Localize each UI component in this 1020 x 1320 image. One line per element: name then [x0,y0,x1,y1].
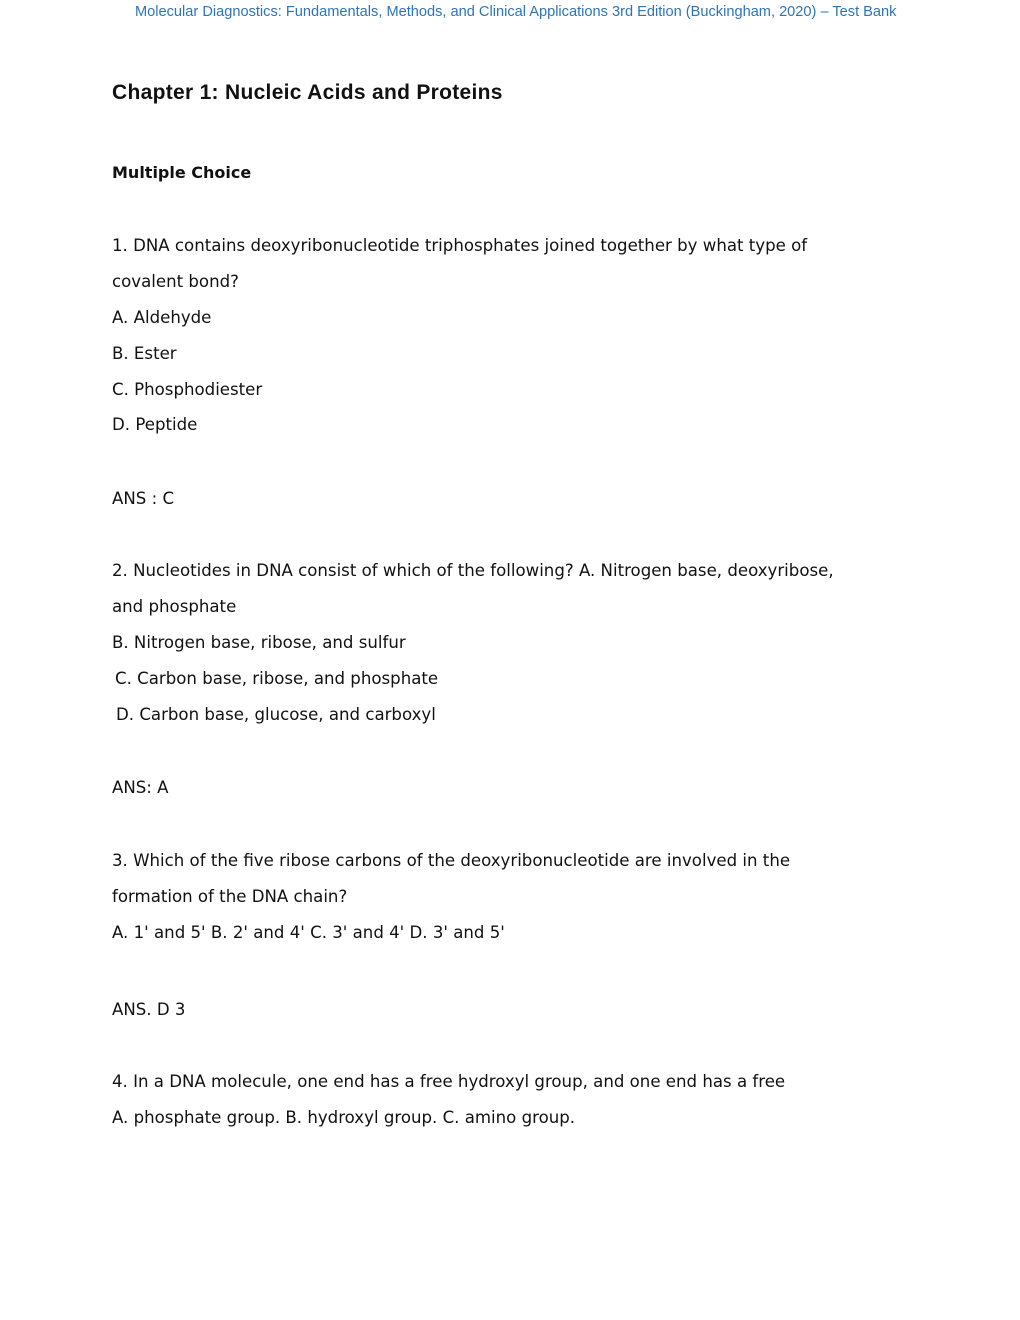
question-1-stem-line-2: covalent bond? [112,272,239,291]
question-2-option-d: D. Carbon base, glucose, and carboxyl [116,705,436,724]
question-2-option-b: B. Nitrogen base, ribose, and sulfur [112,633,406,652]
question-2-option-c: C. Carbon base, ribose, and phosphate [115,669,439,688]
question-3-answer: ANS. D 3 [112,1000,186,1019]
question-2-answer: ANS: A [112,778,169,797]
running-header: Molecular Diagnostics: Fundamentals, Methods, and Clinical Applications 3rd Edition (Buckingham, 2020) – Test Bank [135,4,897,20]
question-2-stem-line-2: and phosphate [112,597,237,616]
question-1-stem-line-1: 1. DNA contains deoxyribonucleotide triphosphates joined together by what type of [112,236,808,255]
question-1-answer: ANS : C [112,489,175,508]
question-1-option-a: A. Aldehyde [112,308,212,327]
question-4-options: A. phosphate group. B. hydroxyl group. C. amino group. [112,1108,576,1127]
question-1-option-b: B. Ester [112,344,177,363]
question-3-stem-line-1: 3. Which of the five ribose carbons of the deoxyribonucleotide are involved in the [112,851,791,870]
question-1-option-c: C. Phosphodiester [112,380,263,399]
chapter-title: Chapter 1: Nucleic Acids and Proteins [112,81,503,104]
question-2-stem-line-1: 2. Nucleotides in DNA consist of which of the following? A. Nitrogen base, deoxyribose, [112,561,834,580]
question-1-option-d: D. Peptide [112,415,198,434]
question-3-options: A. 1' and 5' B. 2' and 4' C. 3' and 4' D. 3' and 5' [112,923,505,942]
question-3-stem-line-2: formation of the DNA chain? [112,887,348,906]
section-heading: Multiple Choice [112,163,252,182]
question-4-stem-line-1: 4. In a DNA molecule, one end has a free hydroxyl group, and one end has a free [112,1072,786,1091]
